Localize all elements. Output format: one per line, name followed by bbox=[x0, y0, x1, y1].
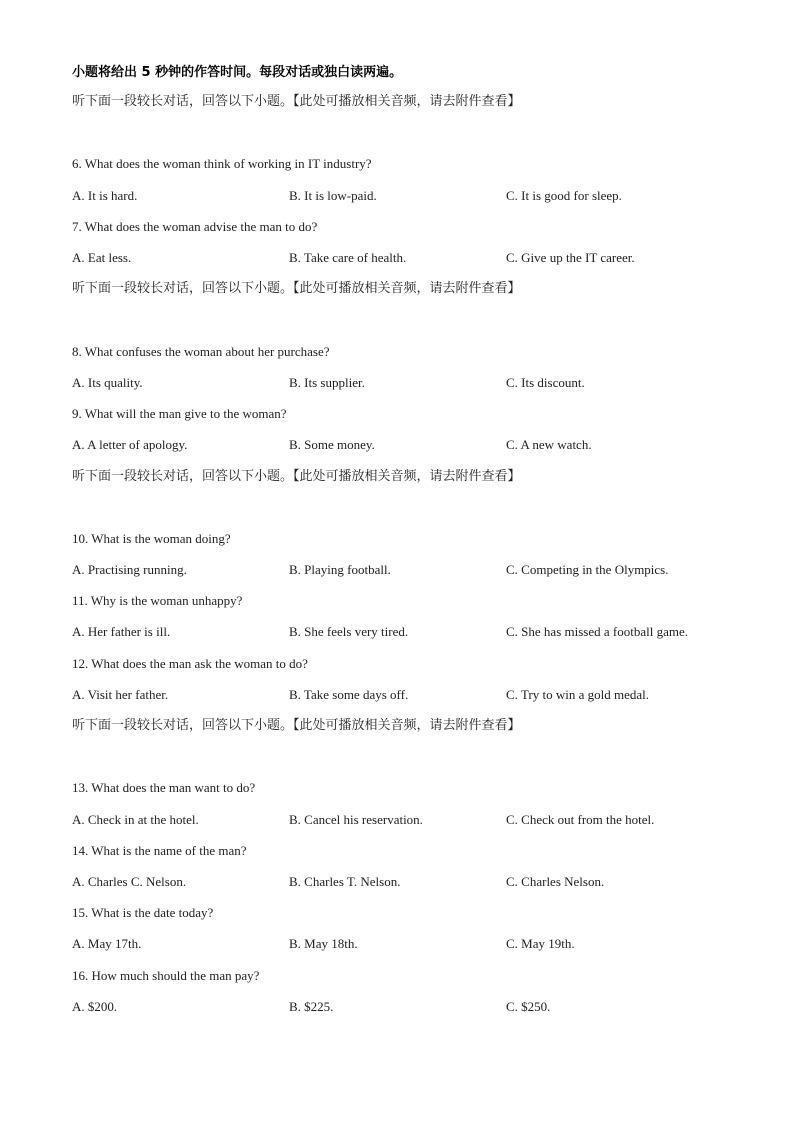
q14-option-a: A. Charles C. Nelson. bbox=[72, 874, 187, 889]
q13-option-a: A. Check in at the hotel. bbox=[72, 812, 199, 827]
q9-option-b: B. Some money. bbox=[289, 437, 375, 452]
q7-option-c: C. Give up the IT career. bbox=[506, 250, 635, 265]
q16-option-b: B. $225. bbox=[289, 999, 334, 1014]
q7-option-b: B. Take care of health. bbox=[289, 250, 407, 265]
q15-option-a: A. May 17th. bbox=[72, 936, 142, 951]
question-11: 11. Why is the woman unhappy? bbox=[72, 593, 243, 608]
q16-option-c: C. $250. bbox=[506, 999, 551, 1014]
question-9: 9. What will the man give to the woman? bbox=[72, 406, 287, 421]
q11-option-a: A. Her father is ill. bbox=[72, 624, 171, 639]
q8-option-b: B. Its supplier. bbox=[289, 375, 365, 390]
question-8: 8. What confuses the woman about her purchase? bbox=[72, 344, 330, 359]
q7-option-a: A. Eat less. bbox=[72, 250, 132, 265]
q8-option-c: C. Its discount. bbox=[506, 375, 585, 390]
question-14: 14. What is the name of the man? bbox=[72, 843, 247, 858]
q10-option-c: C. Competing in the Olympics. bbox=[506, 562, 669, 577]
q8-option-a: A. Its quality. bbox=[72, 375, 143, 390]
q15-option-b: B. May 18th. bbox=[289, 936, 358, 951]
q11-option-b: B. She feels very tired. bbox=[289, 624, 409, 639]
q12-option-a: A. Visit her father. bbox=[72, 687, 169, 702]
audio-instruction: 听下面一段较长对话，回答以下小题。【此处可播放相关音频，请去附件查看】 bbox=[72, 281, 521, 296]
q12-option-c: C. Try to win a gold medal. bbox=[506, 687, 650, 702]
q9-option-a: A. A letter of apology. bbox=[72, 437, 188, 452]
question-15: 15. What is the date today? bbox=[72, 905, 214, 920]
q13-option-b: B. Cancel his reservation. bbox=[289, 812, 423, 827]
section-intro: 小题将给出 5 秒钟的作答时间。每段对话或独白读两遍。 bbox=[72, 65, 403, 80]
question-12: 12. What does the man ask the woman to do? bbox=[72, 656, 308, 671]
question-7: 7. What does the woman advise the man to do? bbox=[72, 219, 318, 234]
q11-option-c: C. She has missed a football game. bbox=[506, 624, 688, 639]
q9-option-c: C. A new watch. bbox=[506, 437, 592, 452]
q16-option-a: A. $200. bbox=[72, 999, 118, 1014]
audio-instruction: 听下面一段较长对话，回答以下小题。【此处可播放相关音频，请去附件查看】 bbox=[72, 469, 521, 484]
q6-option-b: B. It is low-paid. bbox=[289, 188, 377, 203]
q10-option-b: B. Playing football. bbox=[289, 562, 391, 577]
question-6: 6. What does the woman think of working in IT industry? bbox=[72, 156, 372, 171]
q14-option-c: C. Charles Nelson. bbox=[506, 874, 605, 889]
question-16: 16. How much should the man pay? bbox=[72, 968, 260, 983]
q12-option-b: B. Take some days off. bbox=[289, 687, 409, 702]
q14-option-b: B. Charles T. Nelson. bbox=[289, 874, 401, 889]
audio-instruction: 听下面一段较长对话，回答以下小题。【此处可播放相关音频，请去附件查看】 bbox=[72, 718, 521, 733]
q13-option-c: C. Check out from the hotel. bbox=[506, 812, 655, 827]
q6-option-a: A. It is hard. bbox=[72, 188, 138, 203]
q10-option-a: A. Practising running. bbox=[72, 562, 187, 577]
question-10: 10. What is the woman doing? bbox=[72, 531, 231, 546]
q6-option-c: C. It is good for sleep. bbox=[506, 188, 622, 203]
q15-option-c: C. May 19th. bbox=[506, 936, 575, 951]
audio-instruction: 听下面一段较长对话，回答以下小题。【此处可播放相关音频，请去附件查看】 bbox=[72, 94, 521, 109]
question-13: 13. What does the man want to do? bbox=[72, 780, 256, 795]
